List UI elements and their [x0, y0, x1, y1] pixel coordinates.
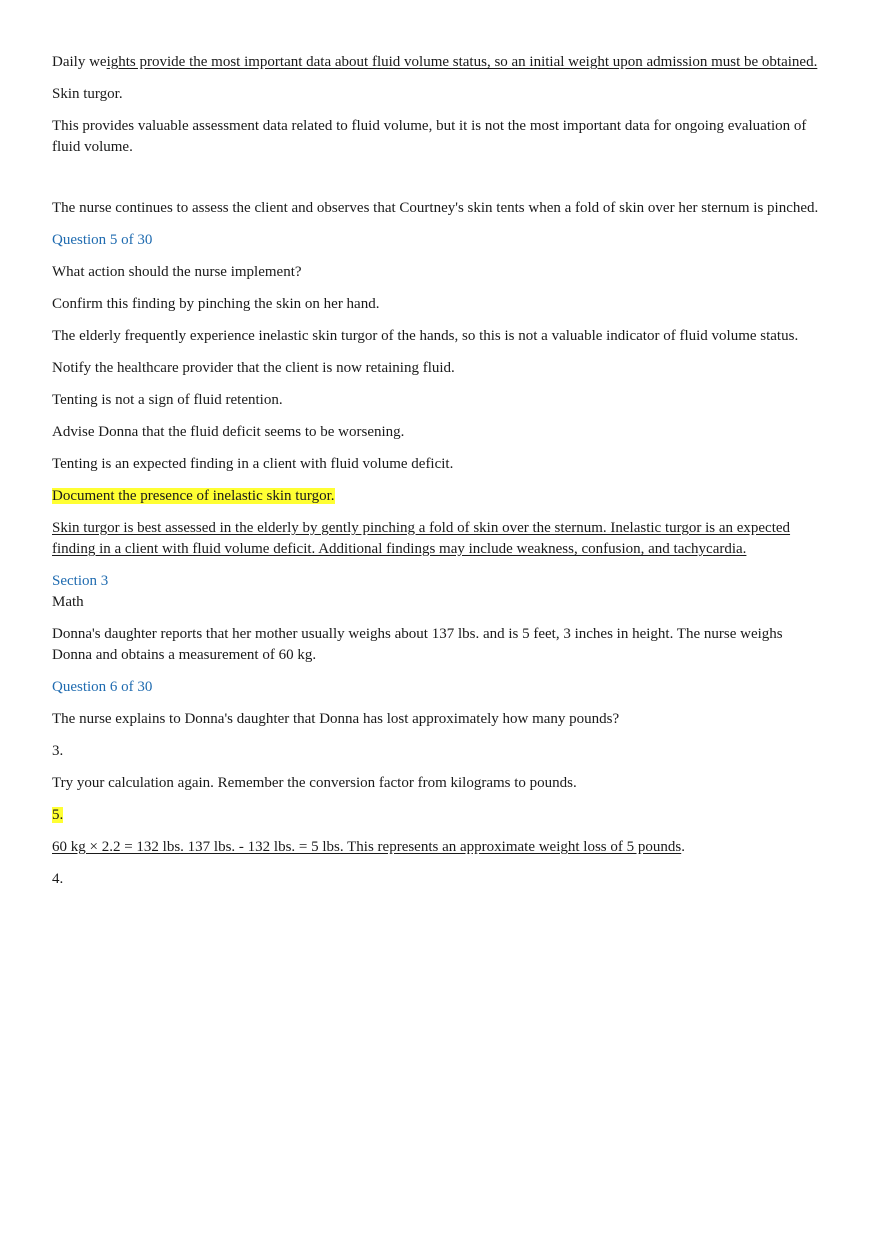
q6-correct-rationale: 60 kg × 2.2 = 132 lbs. 137 lbs. - 132 lbs. = 5 lbs. This represents an approximate weight loss of 5 pounds	[52, 839, 682, 855]
section-3-heading: Section 3	[52, 573, 109, 589]
q5-option-4-correct	[52, 486, 822, 507]
q5-option-1: Confirm this finding by pinching the skin on her hand.	[52, 296, 380, 312]
section-3-subheading: Math	[52, 594, 84, 610]
section-3-scenario: Donna's daughter reports that her mother usually weighs about 137 lbs. and is 5 feet, 3 inches in height. The nurse weighs Donna and obtains a measurement of 60 kg.	[52, 626, 783, 663]
q6-option-b-correct	[52, 805, 822, 826]
q6-option-b-rationale	[52, 837, 822, 858]
q5-option-1-rationale: The elderly frequently experience inelastic skin turgor of the hands, so this is not a valuable indicator of fluid volume status.	[52, 328, 799, 344]
option-skin-turgor: Skin turgor.	[52, 86, 123, 102]
question-5-prompt: What action should the nurse implement?	[52, 264, 302, 280]
q5-correct-rationale: Skin turgor is best assessed in the elderly by gently pinching a fold of skin over the sternum. Inelastic turgor is an expected finding in a client with fluid volume deficit. Additional findings may include weakness, confusion, and tachycardia.	[52, 520, 791, 557]
q6-option-a: 3.	[52, 743, 64, 759]
q5-option-3: Advise Donna that the fluid deficit seems to be worsening.	[52, 424, 405, 440]
q5-correct-answer-highlight: Document the presence of inelastic skin turgor.	[52, 488, 335, 504]
q6-option-c: 4.	[52, 871, 64, 887]
q5-option-3-rationale: Tenting is an expected finding in a client with fluid volume deficit.	[52, 456, 454, 472]
question-5-heading: Question 5 of 30	[52, 232, 153, 248]
q6-option-a-rationale: Try your calculation again. Remember the conversion factor from kilograms to pounds.	[52, 775, 577, 791]
weight-rationale-prefix: Daily we	[52, 54, 107, 70]
weight-rationale-underlined: ights provide the most important data about fluid volume status, so an initial weight upon admission must be obtained.	[106, 54, 818, 70]
question-6-heading: Question 6 of 30	[52, 679, 153, 695]
q5-option-4-rationale	[52, 518, 822, 560]
q5-option-2-rationale: Tenting is not a sign of fluid retention.	[52, 392, 283, 408]
q6-rationale-period: .	[681, 839, 685, 855]
q5-option-2: Notify the healthcare provider that the client is now retaining fluid.	[52, 360, 455, 376]
document-page	[52, 52, 822, 901]
question-6-prompt: The nurse explains to Donna's daughter that Donna has lost approximately how many pounds?	[52, 711, 620, 727]
skin-turgor-rationale: This provides valuable assessment data related to fluid volume, but it is not the most important data for ongoing evaluation of fluid volume.	[52, 118, 807, 155]
q6-correct-answer-highlight: 5.	[52, 807, 64, 823]
scenario-tenting: The nurse continues to assess the client and observes that Courtney's skin tents when a fold of skin over her sternum is pinched.	[52, 200, 819, 216]
weight-rationale	[52, 52, 822, 73]
